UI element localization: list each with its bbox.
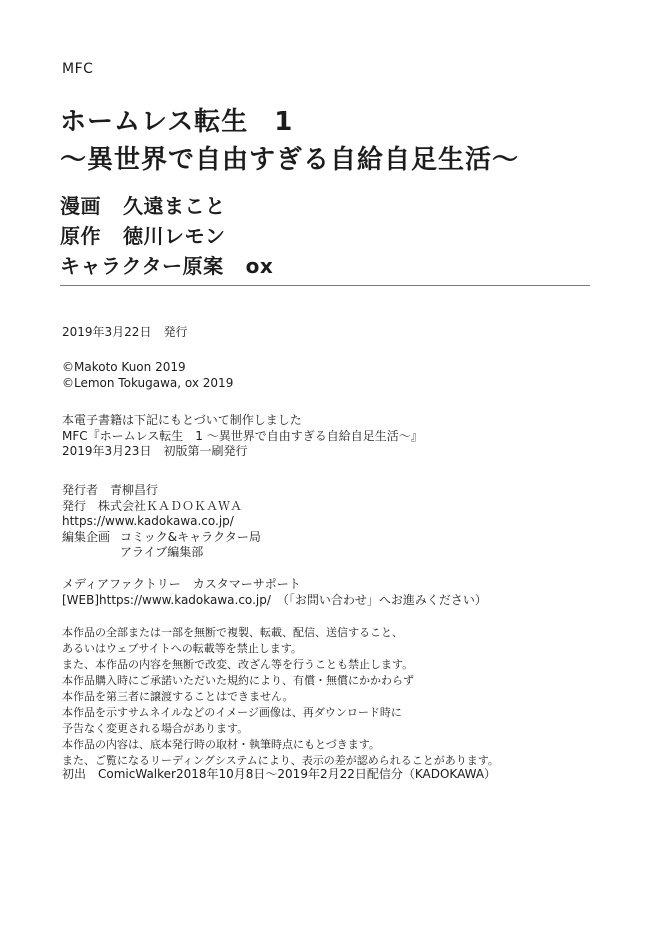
publisher-block — [62, 483, 261, 561]
legal-line: 本作品の全部または一部を無断で複製、転載、配信、送信すること、 — [62, 626, 403, 639]
publisher-url[interactable]: https://www.kadokawa.co.jp/ — [62, 514, 234, 528]
title-line-1 — [60, 103, 600, 141]
copyright-line: ©Makoto Kuon 2019 — [62, 360, 186, 374]
editorial-label: 編集企画 — [62, 529, 111, 544]
credits — [60, 191, 600, 281]
credit-role: 原作 — [60, 224, 101, 248]
publish-date: 2019年3月22日 発行 — [62, 325, 188, 339]
editorial-dept: コミック&キャラクター局 — [120, 529, 261, 544]
credit-role: キャラクター原案 — [60, 254, 224, 278]
imprint-label: MFC — [62, 61, 94, 77]
ebook-notice-line: 本電子書籍は下記にもとづいて制作しました — [62, 413, 302, 427]
legal-line: 本作品の内容は、底本発行時の取材・執筆時点にもとづきます。 — [62, 738, 380, 751]
legal-line: 本作品購入時にご承諾いただいた規約により、有償・無償にかかわらず — [62, 674, 414, 687]
publisher-line: 発行者 青柳昌行 — [62, 483, 159, 497]
copyright-block — [62, 360, 233, 391]
credit-author — [60, 221, 600, 251]
book-title — [60, 103, 600, 179]
support-block — [62, 577, 487, 608]
first-appearance: 初出 ComicWalker2018年10月8日〜2019年2月22日配信分（KADOKAWA） — [62, 767, 497, 781]
credit-artist — [60, 191, 600, 221]
ebook-notice-line: MFC『ホームレス転生 1 〜異世界で自由すぎる自給自足生活〜』 — [62, 428, 423, 443]
legal-line: 予告なく変更される場合があります。 — [62, 722, 249, 735]
credit-role: 漫画 — [60, 194, 101, 218]
legal-line: 本作品を示すサムネイルなどのイメージ画像は、再ダウンロード時に — [62, 706, 402, 719]
volume-number: 1 — [274, 107, 294, 137]
credit-name: 徳川レモン — [123, 224, 226, 248]
title-main: ホームレス転生 — [60, 107, 249, 137]
divider — [60, 285, 590, 286]
title-subtitle: 〜異世界で自由すぎる自給自足生活〜 — [60, 145, 520, 175]
support-title: メディアファクトリー カスタマーサポート — [62, 577, 301, 591]
credit-name: ox — [245, 254, 274, 278]
ebook-notice-line: 2019年3月23日 初版第一刷発行 — [62, 444, 248, 458]
editorial-line — [62, 530, 261, 546]
legal-line: また、本作品の内容を無断で改変、改ざん等を行うことも禁止します。 — [62, 658, 414, 671]
publisher-line: 発行 株式会社ＫＡＤＯＫＡＷＡ — [62, 498, 243, 513]
legal-line: 本作品を第三者に譲渡することはできません。 — [62, 690, 294, 703]
legal-line: また、ご覧になるリーディングシステムにより、表示の差が認められることがあります。 — [62, 754, 499, 767]
legal-line: あるいはウェブサイトへの転載等を禁止します。 — [62, 642, 302, 655]
copyright-line: ©Lemon Tokugawa, ox 2019 — [62, 375, 234, 390]
credit-character-design — [60, 251, 600, 281]
editorial-dept: アライブ編集部 — [120, 545, 204, 559]
legal-notice — [62, 625, 499, 769]
credit-name: 久遠まこと — [123, 194, 226, 218]
editorial-line — [62, 545, 261, 561]
ebook-notice — [62, 413, 423, 460]
support-web[interactable]: [WEB]https://www.kadokawa.co.jp/ （「お問い合わせ」へお進みください） — [62, 592, 487, 607]
